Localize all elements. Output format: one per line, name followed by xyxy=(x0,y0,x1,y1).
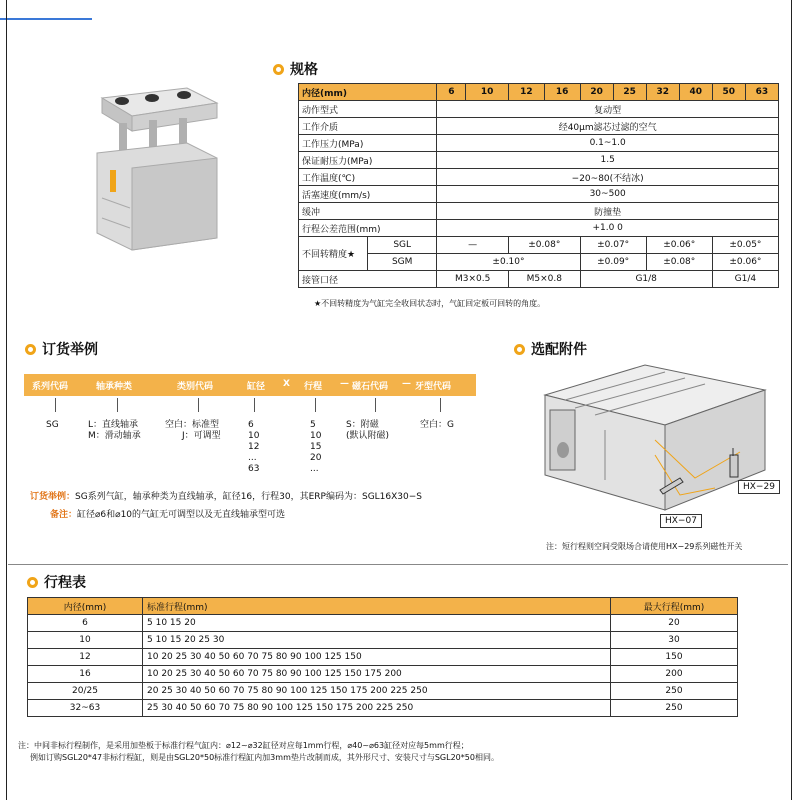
stroke-max: 200 xyxy=(611,666,738,683)
sgm-label: SGM xyxy=(368,254,437,271)
connector-tick xyxy=(315,398,316,412)
order-header: 缸径 xyxy=(247,382,266,392)
spec-row xyxy=(299,101,779,118)
spec-section-title xyxy=(273,59,318,79)
order-stroke: 5 xyxy=(310,420,316,430)
stroke-header: 最大行程(mm) xyxy=(611,598,738,615)
order-header: — xyxy=(402,379,411,389)
section-divider xyxy=(8,564,788,565)
left-border xyxy=(6,0,7,800)
stroke-header: 内径(mm) xyxy=(28,598,143,615)
bore-63: 63 xyxy=(745,84,778,101)
connector-tick xyxy=(117,398,118,412)
stroke-max: 20 xyxy=(611,615,738,632)
stroke-row xyxy=(28,700,738,717)
stroke-std: 10 20 25 30 40 50 60 70 75 80 90 100 125 150 175 200 xyxy=(143,666,611,683)
stroke-bore: 12 xyxy=(28,649,143,666)
section-ring-icon xyxy=(514,344,525,355)
sgl-label: SGL xyxy=(368,237,437,254)
stroke-header-row xyxy=(28,598,738,615)
order-header: 牙型代码 xyxy=(415,382,452,392)
stroke-std: 20 25 30 40 50 60 70 75 80 90 100 125 150 175 200 225 250 xyxy=(143,683,611,700)
order-header-bar xyxy=(24,374,476,396)
spec-row-value: +1.0 0 xyxy=(437,220,779,237)
sgl-value: ±0.07° xyxy=(580,237,646,254)
stroke-row xyxy=(28,615,738,632)
connector-tick xyxy=(254,398,255,412)
hx07-label: HX−07 xyxy=(660,514,702,528)
bore-40: 40 xyxy=(679,84,712,101)
cylinder-product-image xyxy=(92,78,222,253)
spec-row-label: 动作型式 xyxy=(299,101,437,118)
sgl-value: — xyxy=(437,237,509,254)
stroke-table xyxy=(27,597,738,717)
bore-20: 20 xyxy=(580,84,613,101)
spec-row xyxy=(299,152,779,169)
stroke-bore: 16 xyxy=(28,666,143,683)
order-bore: 10 xyxy=(248,431,260,441)
spec-row-value: 1.5 xyxy=(437,152,779,169)
connector-tick xyxy=(440,398,441,412)
top-accent-line xyxy=(0,18,92,20)
accessory-section-title xyxy=(514,339,587,359)
stroke-std: 5 10 15 20 xyxy=(143,615,611,632)
stroke-row xyxy=(28,649,738,666)
order-section-title xyxy=(25,339,98,359)
order-series: SG xyxy=(46,420,59,430)
order-category-j: J：可调型 xyxy=(182,431,221,441)
spec-row-label: 工作介质 xyxy=(299,118,437,135)
order-magnet: S：附磁 xyxy=(346,420,379,430)
order-example-text: SG系列气缸，轴承种类为直线轴承，缸径16，行程30，其ERP编码为：SGL16X30−S xyxy=(75,492,423,502)
right-border xyxy=(791,0,792,800)
stroke-section-title xyxy=(27,572,86,592)
port-row xyxy=(299,271,779,288)
connector-tick xyxy=(375,398,376,412)
spec-row xyxy=(299,135,779,152)
spec-row xyxy=(299,118,779,135)
order-stroke: 20 xyxy=(310,453,322,463)
sgl-value: ±0.06° xyxy=(646,237,712,254)
accessory-title-text: 选配附件 xyxy=(531,342,587,358)
order-remark-text: 缸径⌀6和⌀10的气缸无可调型以及无直线轴承型可选 xyxy=(77,510,286,520)
order-header: 磁石代码 xyxy=(352,382,389,392)
spec-row-value: 0.1~1.0 xyxy=(437,135,779,152)
stroke-row xyxy=(28,666,738,683)
order-bearing-m: M：滑动轴承 xyxy=(88,431,141,441)
bore-25: 25 xyxy=(613,84,646,101)
spec-row-value: 防撞垫 xyxy=(437,203,779,220)
order-bore: ... xyxy=(248,453,257,463)
accessory-note: 注：短行程则空间受限场合请使用HX−29系列磁性开关 xyxy=(546,542,743,551)
stroke-row xyxy=(28,683,738,700)
stroke-bore: 10 xyxy=(28,632,143,649)
port-value: G1/8 xyxy=(580,271,712,288)
accessory-cylinder-image xyxy=(535,360,785,530)
spec-row xyxy=(299,220,779,237)
bore-12: 12 xyxy=(508,84,544,101)
stroke-header: 标准行程(mm) xyxy=(143,598,611,615)
order-header: 系列代码 xyxy=(32,382,69,392)
order-header: 类别代码 xyxy=(177,382,214,392)
sgm-value: ±0.10° xyxy=(437,254,580,271)
order-title-text: 订货举例 xyxy=(42,342,98,358)
order-stroke: 10 xyxy=(310,431,322,441)
order-bore: 12 xyxy=(248,442,260,452)
spec-row-label: 工作温度(℃) xyxy=(299,169,437,186)
stroke-max: 250 xyxy=(611,683,738,700)
stroke-bore: 32~63 xyxy=(28,700,143,717)
spec-row-label: 行程公差范围(mm) xyxy=(299,220,437,237)
order-stroke: 15 xyxy=(310,442,322,452)
spec-header-label: 内径(mm) xyxy=(299,84,437,101)
connector-tick xyxy=(55,398,56,412)
spec-title-text: 规格 xyxy=(290,62,318,78)
bore-10: 10 xyxy=(466,84,509,101)
stroke-max: 30 xyxy=(611,632,738,649)
sgl-row xyxy=(299,237,779,254)
sgm-value: ±0.08° xyxy=(646,254,712,271)
order-bearing-l: L：直线轴承 xyxy=(88,420,139,430)
spec-table xyxy=(298,83,779,288)
spec-row-value: 30~500 xyxy=(437,186,779,203)
spec-row-value: −20~80(不结冰) xyxy=(437,169,779,186)
stroke-std: 5 10 15 20 25 30 xyxy=(143,632,611,649)
order-remark-label: 备注： xyxy=(50,510,78,520)
section-ring-icon xyxy=(25,344,36,355)
order-header: 行程 xyxy=(304,382,323,392)
order-header: 轴承种类 xyxy=(96,382,133,392)
order-thread: 空白：G xyxy=(420,420,454,430)
stroke-title-text: 行程表 xyxy=(44,575,86,591)
stroke-note-1: 注：中间非标行程制作，是采用加垫板于标准行程气缸内：⌀12~⌀32缸径对应每1mm行程，⌀40~⌀63缸径对应每5mm行程； xyxy=(18,741,469,750)
spec-header-row xyxy=(299,84,779,101)
spec-row-label: 保证耐压力(MPa) xyxy=(299,152,437,169)
sgm-row xyxy=(299,254,779,271)
port-value: M3×0.5 xyxy=(437,271,509,288)
stroke-row xyxy=(28,632,738,649)
order-header: — xyxy=(340,379,349,389)
sgl-value: ±0.08° xyxy=(508,237,580,254)
stroke-max: 150 xyxy=(611,649,738,666)
hx29-label: HX−29 xyxy=(738,480,780,494)
sgm-value: ±0.09° xyxy=(580,254,646,271)
spec-row-label: 缓冲 xyxy=(299,203,437,220)
stroke-note-2: 例如订购SGL20*47非标行程缸，则是由SGL20*50标准行程缸内加3mm垫片改制而成，其外形尺寸、安装尺寸与SGL20*50相同。 xyxy=(30,753,499,762)
order-magnet-default: (默认附磁) xyxy=(346,431,390,441)
order-bore: 63 xyxy=(248,464,260,474)
stroke-bore: 20/25 xyxy=(28,683,143,700)
spec-row xyxy=(299,186,779,203)
bore-6: 6 xyxy=(437,84,466,101)
stroke-bore: 6 xyxy=(28,615,143,632)
stroke-std: 10 20 25 30 40 50 60 70 75 80 90 100 125 150 xyxy=(143,649,611,666)
bore-32: 32 xyxy=(646,84,679,101)
spec-row xyxy=(299,169,779,186)
order-stroke: ... xyxy=(310,464,319,474)
spec-row-value: 经40μm滤芯过滤的空气 xyxy=(437,118,779,135)
rotation-label: 不回转精度★ xyxy=(299,237,368,271)
spec-row xyxy=(299,203,779,220)
spec-row-label: 活塞速度(mm/s) xyxy=(299,186,437,203)
sgm-value: ±0.06° xyxy=(712,254,778,271)
section-ring-icon xyxy=(273,64,284,75)
order-category-std: 空白：标准型 xyxy=(165,420,220,430)
order-example xyxy=(30,492,422,503)
spec-row-label: 工作压力(MPa) xyxy=(299,135,437,152)
port-value: G1/4 xyxy=(712,271,778,288)
spec-footnote: ★不回转精度为气缸完全收回状态时，气缸回定板可回转的角度。 xyxy=(314,299,546,308)
order-example-label: 订货举例： xyxy=(30,492,76,502)
section-ring-icon xyxy=(27,577,38,588)
sgl-value: ±0.05° xyxy=(712,237,778,254)
stroke-max: 250 xyxy=(611,700,738,717)
order-remark xyxy=(50,510,285,521)
spec-row-value: 复动型 xyxy=(437,101,779,118)
stroke-std: 25 30 40 50 60 70 75 80 90 100 125 150 175 200 225 250 xyxy=(143,700,611,717)
port-value: M5×0.8 xyxy=(508,271,580,288)
order-bore: 6 xyxy=(248,420,254,430)
port-label: 接管口径 xyxy=(299,271,437,288)
bore-16: 16 xyxy=(544,84,580,101)
connector-tick xyxy=(198,398,199,412)
bore-50: 50 xyxy=(712,84,745,101)
order-header: X xyxy=(283,379,290,389)
